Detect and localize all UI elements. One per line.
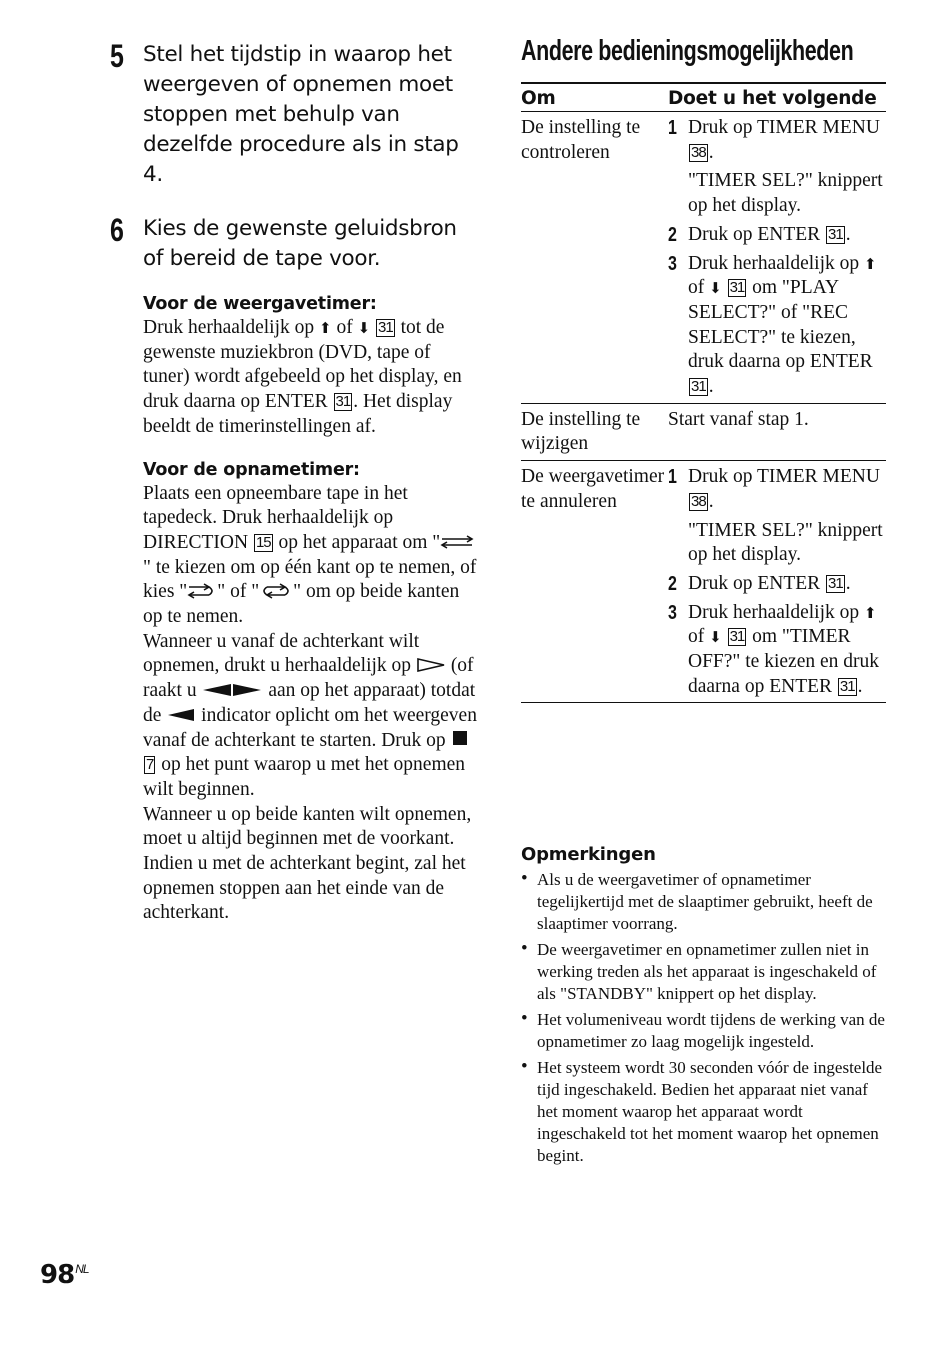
- playback-timer-heading: Voor de weergavetimer:: [143, 294, 377, 314]
- table-cell-om: De instelling te controleren: [521, 112, 668, 404]
- list-item: 1 Druk op TIMER MENU 38 . "TIMER SEL?" knippert op het display.: [668, 466, 883, 566]
- list-item: 3 Druk herhaaldelijk op ⬆ of ⬇ 31 om "PLAY SELECT?" of "REC SELECT?" te kiezen, druk daarna op ENTER 31 .: [668, 252, 877, 398]
- ref-7: 7: [146, 756, 154, 774]
- step-6: [110, 214, 480, 274]
- step-number: 6: [110, 212, 124, 248]
- up-arrow-icon: ⬆: [319, 319, 332, 337]
- table-row: [521, 403, 886, 460]
- playback-timer-section: [143, 292, 480, 440]
- table-header-row: [521, 83, 886, 112]
- list-item: 2 Druk op ENTER 31 .: [668, 572, 851, 595]
- table-cell-action: Start vanaf stap 1.: [668, 403, 886, 460]
- record-timer-heading: Voor de opnametimer:: [143, 459, 360, 480]
- up-arrow-icon: ⬆: [864, 254, 877, 273]
- note-item: • Als u de weergavetimer of opnametimer tegelijkertijd met de slaaptimer gebruikt, heeft de slaaptimer voorrang.: [521, 869, 886, 935]
- down-arrow-icon: ⬇: [709, 628, 722, 647]
- play-both-directions-icon: [201, 682, 263, 698]
- table-cell-action: [668, 461, 886, 703]
- ref-31: 31: [335, 393, 351, 411]
- section-title: Andere bedieningsmogelijkheden: [521, 35, 854, 67]
- notes-heading: Opmerkingen: [521, 844, 656, 865]
- table-cell-action: [668, 112, 886, 404]
- ref-31: 31: [729, 628, 745, 646]
- table-cell-om: De weergavetimer te annuleren: [521, 461, 668, 703]
- list-item: 2 Druk op ENTER 31 .: [668, 223, 851, 246]
- ref-38: 38: [691, 143, 706, 161]
- note-item: • Het volumeniveau wordt tijdens de werking van de opnametimer zo laag mogelijk ingesteld.: [521, 1009, 886, 1053]
- record-timer-text: Plaats een opneembare tape in het tapedeck. Druk herhaaldelijk op DIRECTION 15 op het apparaat om "" te kiezen om op één kant op te nemen, of kies " " of " " om op beide kanten op te nemen. Wanneer u vanaf de achterkant wilt opnemen, drukt u herhaaldelijk op (of raakt u aan op het apparaat) totdat de indicator oplicht om het weergeven vanaf de achterkant te starten. Druk op 7 op het punt waarop u met het opnemen wilt beginnen. Wanneer u op beide kanten wilt opnemen, moet u altijd beginnen met de voorkant. Indien u met de achterkant begint, zal het opnemen stoppen aan het einde van de achterkant.: [143, 482, 477, 924]
- right-column: [521, 34, 886, 703]
- ref-31: 31: [828, 574, 843, 592]
- stop-icon: [451, 730, 469, 746]
- operations-table: [521, 82, 886, 703]
- step-text: Stel het tijdstip in waarop het weergeven of opnemen moet stoppen met behulp van dezelfde procedure als in stap 4.: [143, 42, 459, 187]
- relay-direction-icon: [259, 583, 293, 599]
- step-text: Kies de gewenste geluidsbron of bereid de tape voor.: [143, 216, 457, 271]
- left-column: [110, 40, 480, 926]
- list-item: 3 Druk herhaaldelijk op ⬆ of ⬇ 31 om "TIMER OFF?" te kiezen en druk daarna op ENTER 31 .: [668, 601, 879, 697]
- list-item: 1 Druk op TIMER MENU 38 . "TIMER SEL?" knippert op het display.: [668, 117, 883, 217]
- ref-31: 31: [828, 225, 843, 243]
- ref-31: 31: [691, 378, 706, 396]
- two-way-direction-icon: [187, 583, 217, 599]
- ref-31: 31: [839, 677, 855, 695]
- ref-31: 31: [378, 319, 393, 336]
- down-arrow-icon: ⬇: [357, 319, 371, 337]
- table-cell-om: De instelling te wijzigen: [521, 403, 668, 460]
- record-timer-section: [143, 458, 480, 927]
- reverse-play-icon: [416, 657, 446, 673]
- note-item: • De weergavetimer en opnametimer zullen niet in werking treden als het apparaat is ingeschakeld of als "STANDBY" knippert op het display.: [521, 939, 886, 1005]
- table-row: [521, 461, 886, 703]
- column-header: Om: [521, 83, 668, 112]
- note-item: • Het systeem wordt 30 seconden vóór de ingestelde tijd ingeschakeld. Bedien het apparaat niet vanaf het moment waarop het apparaat wordt ingeschakeld tot het moment waarop het opnemen begint.: [521, 1057, 886, 1167]
- ref-15: 15: [255, 533, 271, 551]
- step-5: [110, 40, 480, 190]
- up-arrow-icon: ⬆: [864, 603, 877, 622]
- one-way-direction-icon: [440, 535, 474, 549]
- page-number: $98^{NL}$: [40, 1260, 89, 1290]
- ref-38: 38: [691, 492, 706, 510]
- page-language-suffix: NL: [75, 1262, 89, 1276]
- playback-timer-text: Druk herhaaldelijk op ⬆ of ⬇ 31 tot de gewenste muziekbron (DVD, tape of tuner) wordt afgebeeld op het display, en druk daarna op ENTER 31 . Het display beeldt de timerinstellingen af.: [143, 317, 462, 437]
- notes-section: [521, 844, 886, 1171]
- down-arrow-icon: ⬇: [709, 279, 722, 298]
- table-row: [521, 112, 886, 404]
- step-number: 5: [110, 38, 124, 74]
- column-header: Doet u het volgende: [668, 83, 886, 112]
- reverse-indicator-icon: [166, 707, 196, 723]
- ref-31: 31: [729, 279, 745, 297]
